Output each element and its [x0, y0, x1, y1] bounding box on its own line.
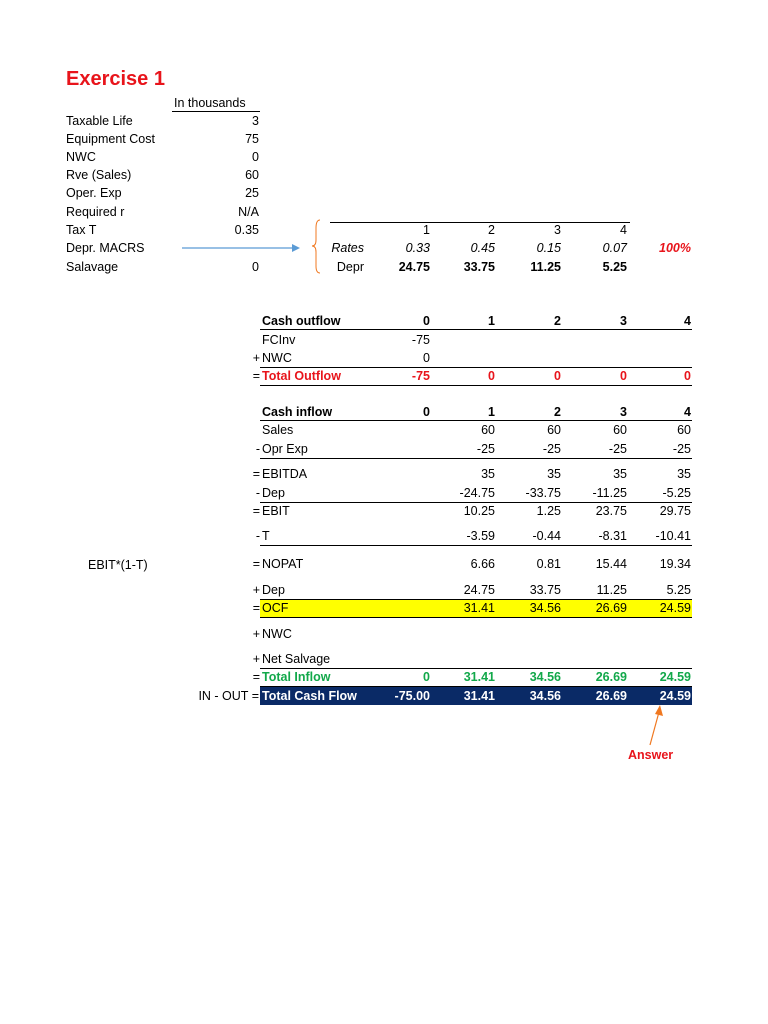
answer-arrow-line: [650, 712, 659, 745]
row-value: -75: [411, 333, 430, 347]
row-value: 2: [554, 314, 561, 328]
input-value: 75: [245, 132, 259, 146]
row-label: Total Inflow: [262, 670, 331, 684]
row-value: 33.75: [529, 583, 561, 597]
macrs-year: 1: [423, 223, 430, 237]
input-value: 0: [252, 260, 259, 274]
input-label: Tax T: [66, 223, 97, 237]
row-value: -3.59: [466, 529, 495, 543]
rates-label: Rates: [331, 241, 364, 255]
row-value: 60: [613, 423, 627, 437]
input-label: NWC: [66, 150, 96, 164]
input-label: Rve (Sales): [66, 168, 132, 182]
row-value: 0.81: [536, 557, 561, 571]
row-value: 31.41: [463, 670, 495, 684]
macrs-depr: 5.25: [602, 260, 627, 274]
row-label: Opr Exp: [262, 442, 308, 456]
input-value: 3: [252, 114, 259, 128]
macrs-brace: [312, 220, 320, 273]
total-cash-flow-label: Total Cash Flow: [262, 689, 357, 703]
row-value: 35: [481, 467, 495, 481]
row-value: 34.56: [529, 601, 561, 615]
macrs-rate: 0.15: [536, 241, 561, 255]
exercise-title: Exercise 1: [66, 68, 165, 90]
row-value: -10.41: [655, 529, 691, 543]
input-label: Equipment Cost: [66, 132, 155, 146]
row-label: OCF: [262, 601, 289, 615]
row-operator: +: [252, 627, 260, 641]
total-cash-flow-value: -75.00: [394, 689, 430, 703]
total-cash-flow-value: 26.69: [595, 689, 627, 703]
row-value: 0: [554, 369, 561, 383]
row-label: FCInv: [262, 333, 296, 347]
rates-total: 100%: [659, 241, 691, 255]
row-value: 35: [677, 467, 691, 481]
row-label: NWC: [262, 627, 292, 641]
row-operator: -: [255, 529, 260, 543]
row-label: Cash outflow: [262, 314, 341, 328]
row-value: -0.44: [532, 529, 561, 543]
row-value: 0: [423, 670, 430, 684]
row-value: 3: [620, 405, 627, 419]
row-value: 4: [684, 314, 691, 328]
row-operator: =: [252, 467, 260, 481]
row-value: 1.25: [536, 504, 561, 518]
total-cash-flow-value: 34.56: [529, 689, 561, 703]
row-value: 26.69: [595, 601, 627, 615]
row-value: 23.75: [595, 504, 627, 518]
row-value: 3: [620, 314, 627, 328]
row-operator: =: [252, 369, 260, 383]
row-value: 5.25: [666, 583, 691, 597]
input-value: N/A: [238, 205, 259, 219]
row-value: -25: [608, 442, 627, 456]
row-value: 0: [684, 369, 691, 383]
row-value: -25: [542, 442, 561, 456]
row-value: 35: [547, 467, 561, 481]
units-header: In thousands: [174, 96, 246, 110]
nopat-note: EBIT*(1-T): [88, 558, 148, 572]
row-value: 4: [684, 405, 691, 419]
total-cash-flow-value: 31.41: [463, 689, 495, 703]
row-label: Dep: [262, 486, 285, 500]
row-value: 6.66: [470, 557, 495, 571]
row-label: EBITDA: [262, 467, 308, 481]
row-value: 11.25: [596, 583, 627, 597]
input-value: 0.35: [234, 223, 259, 237]
row-operator: +: [252, 583, 260, 597]
input-value: 0: [252, 150, 259, 164]
macrs-rate: 0.33: [405, 241, 430, 255]
input-label: Depr. MACRS: [66, 241, 145, 255]
answer-label: Answer: [628, 748, 674, 762]
row-value: 15.44: [595, 557, 627, 571]
row-label: Dep: [262, 583, 285, 597]
row-label: Net Salvage: [262, 652, 331, 666]
answer-arrow-head: [655, 705, 663, 716]
macrs-year: 3: [554, 223, 561, 237]
row-value: 10.25: [463, 504, 495, 518]
macrs-rate: 0.07: [602, 241, 627, 255]
depr-label: Depr: [336, 260, 364, 274]
row-label: Cash inflow: [262, 405, 333, 419]
row-value: 60: [547, 423, 561, 437]
row-label: EBIT: [262, 504, 290, 518]
row-label: NOPAT: [262, 557, 304, 571]
row-label: Sales: [262, 423, 294, 437]
row-operator: -: [255, 442, 260, 456]
row-value: 34.56: [529, 670, 561, 684]
row-value: 0: [423, 405, 430, 419]
macrs-arrow-head: [292, 244, 300, 252]
macrs-year: 2: [488, 223, 495, 237]
row-value: 60: [481, 423, 495, 437]
row-value: 29.75: [659, 504, 691, 518]
macrs-rate: 0.45: [470, 241, 495, 255]
row-value: 0: [620, 369, 627, 383]
row-value: 24.59: [659, 601, 691, 615]
input-label: Salavage: [66, 260, 119, 274]
row-value: 1: [488, 314, 495, 328]
row-value: 31.41: [463, 601, 495, 615]
row-value: 35: [613, 467, 627, 481]
row-operator: +: [252, 652, 260, 666]
row-value: -11.25: [592, 486, 627, 500]
row-value: -25: [476, 442, 495, 456]
macrs-depr: 24.75: [398, 260, 430, 274]
row-value: -5.25: [662, 486, 691, 500]
row-value: 26.69: [595, 670, 627, 684]
macrs-year: 4: [620, 223, 627, 237]
row-value: 0: [423, 314, 430, 328]
row-value: 24.59: [659, 670, 691, 684]
in-out-label: IN - OUT =: [198, 689, 259, 703]
row-value: -24.75: [459, 486, 495, 500]
input-value: 25: [245, 186, 259, 200]
row-value: 24.75: [463, 583, 495, 597]
macrs-depr: 11.25: [530, 260, 561, 274]
row-label: T: [262, 529, 270, 543]
row-operator: =: [252, 670, 260, 684]
row-value: -8.31: [598, 529, 627, 543]
row-operator: =: [252, 601, 260, 615]
row-value: 0: [423, 351, 430, 365]
input-label: Required r: [66, 205, 125, 219]
row-operator: -: [255, 486, 260, 500]
row-value: -25: [672, 442, 691, 456]
input-label: Taxable Life: [66, 114, 133, 128]
row-value: -75: [411, 369, 430, 383]
row-value: -33.75: [525, 486, 561, 500]
input-value: 60: [245, 168, 259, 182]
row-operator: +: [252, 351, 260, 365]
row-operator: =: [252, 557, 260, 571]
row-value: 0: [488, 369, 495, 383]
total-cash-flow-value: 24.59: [659, 689, 691, 703]
row-value: 19.34: [659, 557, 691, 571]
row-label: Total Outflow: [262, 369, 341, 383]
macrs-depr: 33.75: [463, 260, 495, 274]
row-label: NWC: [262, 351, 292, 365]
input-label: Oper. Exp: [66, 186, 122, 200]
row-operator: =: [252, 504, 260, 518]
row-value: 1: [488, 405, 495, 419]
row-value: 2: [554, 405, 561, 419]
row-value: 60: [677, 423, 691, 437]
